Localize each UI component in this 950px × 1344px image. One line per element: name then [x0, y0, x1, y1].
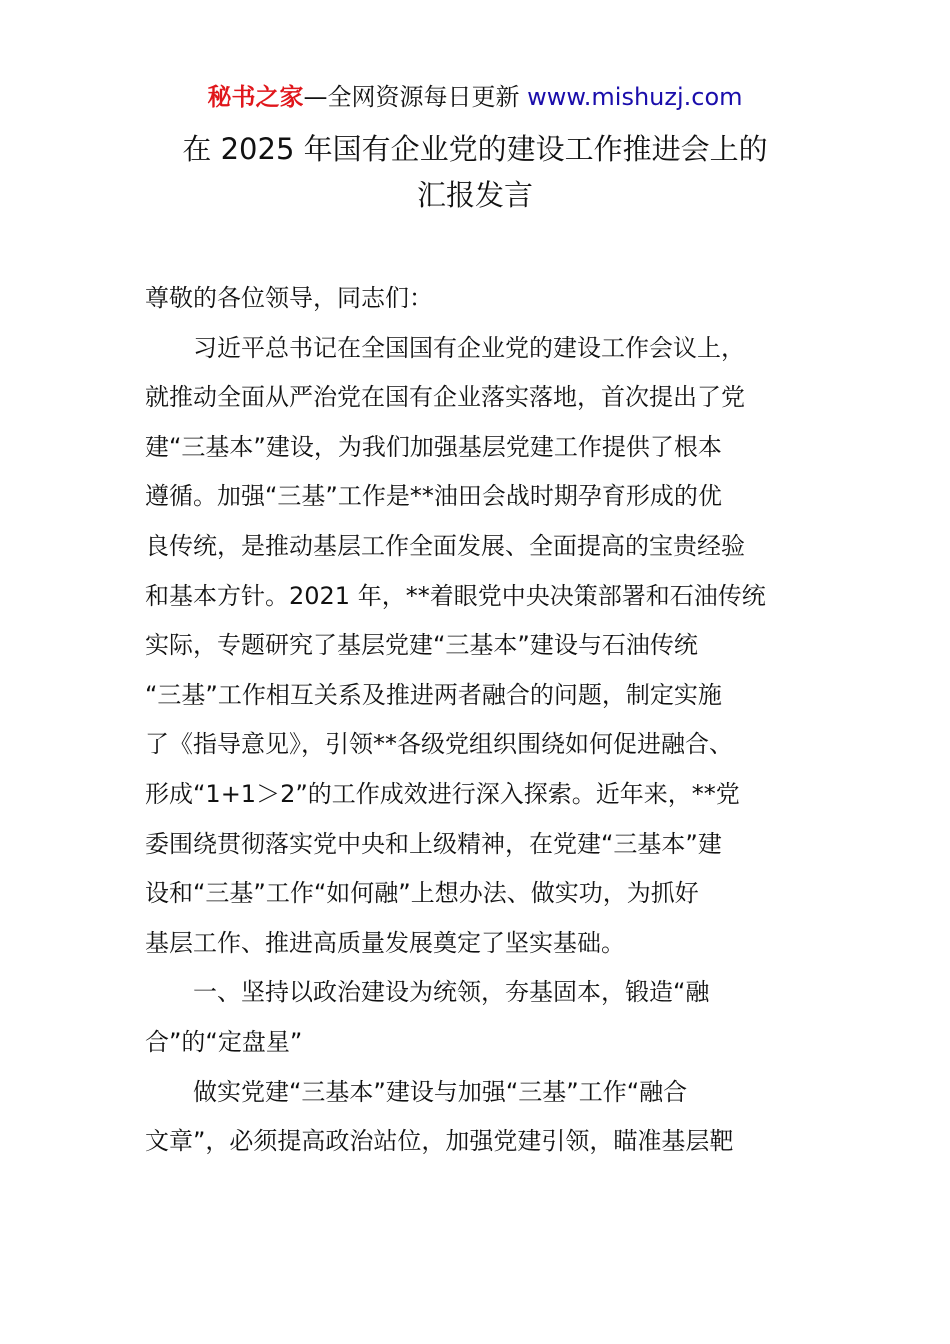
paragraph-line: 实际，专题研究了基层党建“三基本”建设与石油传统: [145, 631, 698, 660]
paragraph-line: 文章”，必须提高政治站位，加强党建引领，瞄准基层靶: [145, 1127, 734, 1156]
paragraph-line: 遵循。加强“三基”工作是**油田会战时期孕育形成的优: [145, 482, 722, 511]
section-heading-line: 合”的“定盘星”: [145, 1027, 303, 1056]
site-banner: [0, 80, 950, 114]
document-body: [145, 276, 809, 1169]
paragraph-line: 良传统，是推动基层工作全面发展、全面提高的宝贵经验: [145, 531, 745, 560]
site-tagline: —全网资源每日更新: [303, 83, 528, 111]
paragraph-line: 形成“1+1＞2”的工作成效进行深入探索。近年来，**党: [145, 779, 740, 808]
paragraph-line: 委围绕贯彻落实党中央和上级精神，在党建“三基本”建: [145, 829, 722, 858]
title-line-1: 在 2025 年国有企业党的建设工作推进会上的: [182, 132, 768, 166]
paragraph-line: 基层工作、推进高质量发展奠定了坚实基础。: [145, 928, 625, 957]
paragraph-line: 就推动全面从严治党在国有企业落实落地，首次提出了党: [145, 383, 745, 412]
paragraph-line: 设和“三基”工作“如何融”上想办法、做实功，为抓好: [145, 879, 699, 908]
site-brand: 秘书之家: [207, 83, 304, 111]
site-url-link[interactable]: www.mishuzj.com: [527, 83, 743, 111]
paragraph-line: “三基”工作相互关系及推进两者融合的问题，制定实施: [145, 680, 722, 709]
paragraph-line: 和基本方针。2021 年，**着眼党中央决策部署和石油传统: [145, 581, 766, 610]
paragraph-line: 习近平总书记在全国国有企业党的建设工作会议上，: [193, 333, 745, 362]
document-title: [0, 126, 950, 218]
paragraph-line: 做实党建“三基本”建设与加强“三基”工作“融合: [193, 1077, 688, 1106]
paragraph-line: 了《指导意见》，引领**各级党组织围绕如何促进融合、: [145, 730, 733, 759]
salutation: 尊敬的各位领导，同志们：: [145, 284, 433, 312]
paragraph-line: 建“三基本”建设，为我们加强基层党建工作提供了根本: [145, 432, 722, 461]
title-line-2: 汇报发言: [416, 178, 533, 212]
section-heading-line: 一、坚持以政治建设为统领，夯基固本，锻造“融: [193, 978, 710, 1007]
